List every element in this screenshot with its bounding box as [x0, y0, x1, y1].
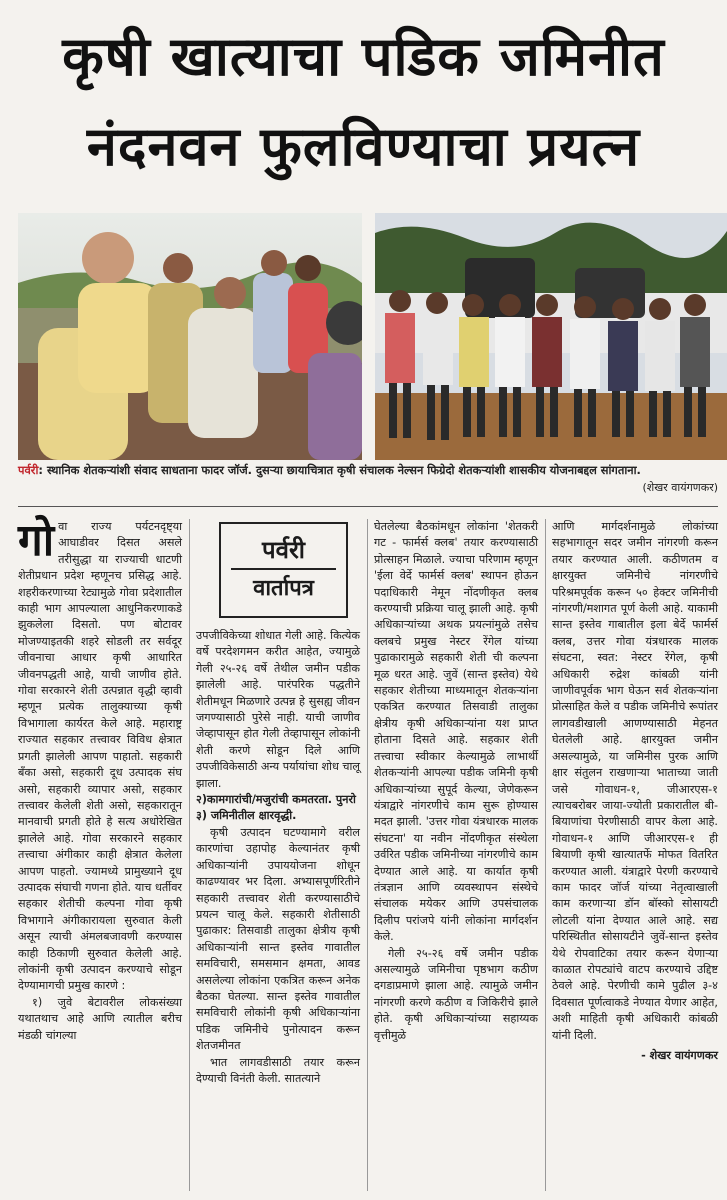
article-paragraph: उपजीविकेच्या शोधात गेली आहे. कित्येक वर्षे परदेशगमन करीत आहेत, ज्यामुळे गेली २५-२६ वर्षे तेथील जमीन पडीक झालेली आहे. पारंपरिक पद्धतीने शेतीमधून मिळणारे उत्पन्न हे सुसह्य जीवन जगण्यासाठी पुरेसे नाही. याची जाणीव जेव्हापासून होत गेली तेव्हापासून लोकांनी शेती करणे सोडून दिले आणि उपजीविकेसाठी अन्य पर्यायांचा शोध चालू झाला. [196, 629, 360, 790]
column-label-place: पर्वरी [261, 536, 305, 564]
article-paragraph: गेली २५-२६ वर्षे जमीन पडीक असल्यामुळे जमिनीचा पृष्ठभाग कठीण दगडाप्रमाणे झाला आहे. त्यामुळे जमीन नांगरणी करणे कठीण व जिकिरीचे झाले होते. कृषी अधिकाऱ्यांच्या सहाय्यक वृत्तीमुळे [374, 946, 538, 1042]
author-signature: - शेखर वायंगणकर [641, 1049, 718, 1062]
column-divider [367, 519, 368, 1191]
column-label-name: वार्तापत्र [253, 576, 314, 601]
article-column-2 [196, 628, 360, 1087]
caption-place: पर्वरी [18, 463, 39, 477]
drop-cap: गो [18, 515, 55, 566]
column-divider [545, 519, 546, 1191]
article-paragraph: १) जुवे बेटावरील लोकसंख्या यथातथाच आहे आणि त्यातील बरीच मंडळी चांगल्या [18, 995, 182, 1042]
caption-text: : स्थानिक शेतकऱ्यांशी संवाद साधताना फादर जॉर्ज. दुसऱ्या छायाचित्रात कृषी संचालक नेल्सन फिग्रेदो शेतकऱ्यांशी शासकीय योजनाबद्दल सांगताना. [38, 463, 641, 477]
column-label-box [219, 522, 348, 618]
headline [0, 0, 727, 205]
photo-group-with-tractors-image [375, 213, 727, 460]
photo-caption [18, 462, 718, 494]
photo-group-with-tractors [375, 213, 727, 460]
caption-divider [18, 506, 718, 507]
paragraph-text: वा राज्य पर्यटनदृष्ट्या आघाडीवर दिसत असले तरीसुद्धा या राज्याची धाटणी शेतीप्रधान प्रदेश म्हणूनच प्रसिद्ध आहे. शहरीकरणाच्या रेट्यामुळे गोवा प्रदेशातील काही भाग आपल्याला आधुनिकरणाकडे झुकलेला दिसतो. पण बोटावर मोजण्याइतकी शहरे सोडली तर सर्वदूर जीवनाचा आधार कृषी आधारित जीवनपद्धती आहे, याची जाणीव होते. गोवा सरकारने शेती उत्पन्नात वृद्धी व्हावी म्हणून प्रत्येक तालुक्याच्या कृषी विभागाला कार्यरत केले आहे. महाराष्ट्र राज्यात सहकार तत्त्वावर विविध क्षेत्रात प्रगती झालेली आपण पाहातो. सहकारी बँका असो, सहकारी दूध उत्पादक संघ असो, सहकारी व्यापार असो, सहकार तत्त्वावर केलेली शेती असो, सहकारातून मानवाची प्रगती होते हे सत्य अधोरेखित झालेले आहे. गोवा सरकारने सहकार तत्त्वाचा अंगीकार काही क्षेत्रात केलेला आपण पाहतो. ज्यामध्ये प्रामुख्याने दूध उत्पादक संघाची गणना होते. याच धर्तीवर सहकार शेतीची कल्पना गोवा कृषी विभागाने अंगीकारायला सुरुवात केली असून त्याची अंमलबजावणी करण्यास काही ठिकाणी सुरुवात केलेली आहे. लोकांनी कृषी उत्पादन करण्याचे सोडून देण्यामागची प्रमुख कारणे : [18, 520, 182, 993]
article-column-4 [552, 519, 718, 1064]
article-paragraph: भात लागवडीसाठी तयार करून देण्याची विनंती केली. सातत्याने [196, 1055, 360, 1085]
article-subhead: २)कामगारांची/मजुरांची कमतरता. पुनरो [196, 793, 356, 807]
article-paragraph: घेतलेल्या बैठकांमधून लोकांना 'शेतकरी गट - फार्मर्स क्लब' तयार करण्यासाठी प्रोत्साहन मिळाले. ज्याचा परिणाम म्हणून 'ईला वेर्दे फार्मर्स क्लब' स्थापन होऊन पदाधिकारी नेमून नोंदणीकृत क्लब करण्याची प्रक्रिया चालू झाली आहे. कृषी अधिकाऱ्यांच्या अथक प्रयत्नांमुळे तसेच क्लबचे प्रमुख नेस्टर रेंगेल यांच्या पुढाकारामुळे सहकारी शेती ची कल्पना मूळ धरत आहे. जुवें (सान्त इस्तेव) येथे सहकार शेतीच्या माध्यमातून शेतकऱ्यांना एकत्रित करण्यात तिसवाडी तालुका क्षेत्रीय कृषी अधिकाऱ्यांना यश प्राप्त होताना दिसते आहे. सहकार शेती तत्त्वाचा स्वीकार केल्यामुळे लाभार्थी शेतकऱ्यांनी आपल्या पडीक जमिनी कृषी अधिकाऱ्यांच्या सुपूर्द केल्या, जेणेकरून यंत्राद्वारे नांगरणीचे काम सुरू होण्यास मदत झाली. 'उत्तर गोवा यंत्रधारक मालक संघटना' या नवीन नोंदणीकृत संस्थेला उर्वरित पडीक जमिनीच्या नांगरणीचे काम देण्यात आले आहे. या कार्यात कृषी तंत्रज्ञान आणि व्यवस्थापन संस्थेचे संचालक मयेकर आणि उपसंचालक दिलीप परांजपे यांनी लोकांना मार्गदर्शन केले. [374, 520, 538, 944]
column-divider [189, 519, 190, 1191]
photo-farmers-meeting [18, 213, 362, 460]
headline-line-2: नंदनवन फुलविण्याचा प्रयत्न [86, 115, 641, 178]
headline-line-1: कृषी खात्याचा पडिक जमिनीत [62, 25, 665, 88]
article-column-3 [374, 519, 538, 1044]
article-subhead: ३) जमिनीतील क्षारवृद्धी. [196, 809, 297, 823]
article-column-1 [18, 515, 182, 1044]
photo-farmers-meeting-image [18, 213, 362, 460]
article-paragraph [18, 515, 182, 995]
photo-credit: (शेखर वायंगणकर) [642, 481, 718, 494]
column-label-divider [231, 568, 336, 570]
article-paragraph: आणि मार्गदर्शनामुळे लोकांच्या सहभागातून सदर जमीन नांगरणी करून तयार करण्यात आली. कठीणतम व क्षारयुक्त जमिनीचे नांगरणीचे परिश्रमपूर्वक करून ५० हेक्टर जमिनीची नांगरणी/मशागत पूर्ण केली आहे. याकामी सान्त इस्तेव गाबातील इला बेर्दे फार्मर्स क्लब, उत्तर गोवा यंत्रधारक मालक संघटना, स्वत: नेस्टर रेंगेल, कृषी अधिकारी रुद्रेश कांबळी यांनी जाणीवपूर्वक भाग घेऊन सर्व शेतकऱ्यांना प्रोत्साहित केले व पडीक जमिनीचे रूपांतर लागवडीखाली आणण्यासाठी मेहनत घेतलेली आहे. क्षारयुक्त जमीन असल्यामुळे, या जमिनीस पुरक आणि क्षार संतुलन राखणाऱ्या भाताच्या जाती जसे गोवाधन-१, जीआरएस-१ त्याचबरोबर जाया-ज्योती प्रकारातील बी-बियाणांचा पेरणीसाठी वापर केला आहे. गोवाधन-१ आणि जीआरएस-१ ही बियाणी कृषी खात्यातर्फे मोफत वितरित करण्यात आली. यंत्राद्वारे पेरणी करण्याचे काम फादर जॉर्ज यांच्या नेतृत्वाखाली काम करणाऱ्या डॉन बॉस्को सोसायटी लोटली यांना देण्यात आले आहे. सद्य परिस्थितीत सोसायटीने जुवें-सान्त इस्तेव येथे रोपवाटिका तयार करून येणाऱ्या काळात रोपट्यांचे वाटप करण्याचे उद्दिष्ट ठेवले आहे. पेरणीची कामे पुढील ३-४ दिवसात पूर्णत्वाकडे नेण्यात येणार आहेत, अशी माहिती कृषी अधिकारी कांबळी यांनी दिली. [552, 520, 718, 1042]
article-paragraph: कृषी उत्पादन घटण्यामागे वरील कारणांचा उहापोह केल्यानंतर कृषी अधिकाऱ्यांनी उपाययोजना शोधून काढण्यावर भर दिला. अभ्यासपूर्णरितीने सहकारी तत्त्वावर शेती करण्यासाठीचे प्रयत्न चालू केले. सहकारी शेतीसाठी पुढाकार: तिसवाडी तालुका क्षेत्रीय कृषी अधिकाऱ्यांनी सान्त इस्तेव गावातील समविचारी, समसमान क्षमता, आवड असलेल्या लोकांना एकत्रित करून अनेक बैठका घेतल्या. सान्त इस्तेव गावातील समविचारी लोकांनी कृषी अधिकाऱ्यांना पडिक जमिनीचे पुनोत्पादन करून शेतजमीनत [196, 825, 360, 1053]
